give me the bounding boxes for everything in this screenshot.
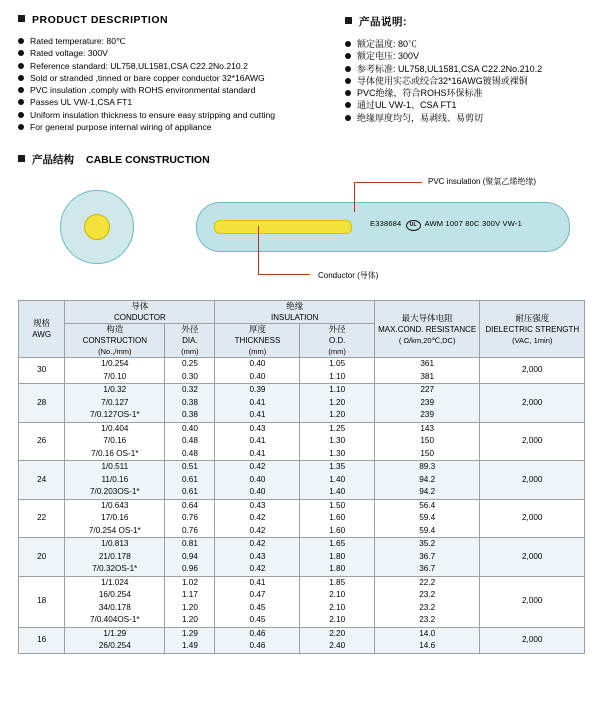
cell-construction: 1/1.024 16/0.254 34/0.178 7/0.404OS-1* [65,576,165,627]
dot-bullet-icon [18,87,24,93]
cell-dia: 0.81 0.94 0.96 [165,538,215,577]
cell-construction: 1/0.32 7/0.127 7/0.127OS-1* [65,384,165,423]
list-item: 参考标准: UL758,UL1581,CSA C22.2No.210.2 [345,63,595,75]
table-header-row-group [19,301,585,324]
list-item: 额定电压: 300V [345,50,595,62]
square-bullet-icon [345,17,352,24]
header-conductor-group: 导体 CONDUCTOR [65,301,215,324]
cell-resistance: 22.2 23.2 23.2 23.2 [374,576,480,627]
cell-awg: 30 [19,358,65,384]
list-item: 额定温度: 80℃ [345,38,595,50]
leader-line-conductor-vertical [258,226,259,274]
dot-bullet-icon [345,66,351,72]
square-bullet-icon [18,15,25,22]
cell-dia: 0.40 0.48 0.48 [165,422,215,461]
product-description-cn-title [345,14,595,29]
cell-dielectric: 2,000 [480,422,585,461]
leader-line-conductor-horizontal [258,274,310,275]
leader-line-insulation-vertical [354,182,355,212]
dot-bullet-icon [345,115,351,121]
header-resistance: 最大导体电阻 MAX.COND. RESISTANCE ( Ω/km,20℃,DC) [374,301,480,358]
cell-thickness: 0.41 0.47 0.45 0.45 [215,576,300,627]
header-size: 规格 AWG [19,301,65,358]
product-description-cn-block [345,14,595,124]
square-bullet-icon [18,155,25,162]
cable-exposed-conductor [214,220,352,234]
cell-resistance: 56.4 59.4 59.4 [374,499,480,538]
cell-dielectric: 2,000 [480,384,585,423]
cell-od: 1.85 2.10 2.10 2.10 [300,576,374,627]
list-item: 导体使用实芯或绞合32*16AWG镀锡或裸铜 [345,75,595,87]
cable-print-text [370,219,522,231]
dot-bullet-icon [345,41,351,47]
cable-print-rating: AWM 1007 80C 300V VW-1 [424,219,522,228]
specification-table [18,300,585,654]
product-description-block [18,14,318,133]
cell-thickness: 0.43 0.41 0.41 [215,422,300,461]
dot-bullet-icon [345,53,351,59]
cable-construction-title [18,152,210,167]
table-row [19,422,585,461]
list-item: Passes UL VW-1,CSA FT1 [18,96,318,108]
product-description-cn-list [345,38,595,124]
cell-thickness: 0.39 0.41 0.41 [215,384,300,423]
list-item: Rated temperature: 80℃ [18,35,318,47]
dot-bullet-icon [18,124,24,130]
list-item: Reference standard: UL758,UL1581,CSA C22.2No.210.2 [18,60,318,72]
cell-od: 1.50 1.60 1.60 [300,499,374,538]
cell-resistance: 14.0 14.6 [374,627,480,653]
list-item: 绝缘厚度均匀，易剥线、易剪切 [345,112,595,124]
dot-bullet-icon [345,102,351,108]
cell-dielectric: 2,000 [480,499,585,538]
list-item: Sold or stranded ,tinned or bare copper conductor 32*16AWG [18,72,318,84]
cell-resistance: 361 381 [374,358,480,384]
cell-dia: 0.32 0.38 0.38 [165,384,215,423]
header-construction: 构造 CONSTRUCTION (No.,/mm) [65,324,165,358]
cell-awg: 26 [19,422,65,461]
label-pvc-insulation: PVC insulation (聚氯乙烯绝缘) [428,177,537,186]
table-row [19,499,585,538]
cell-dia: 1.02 1.17 1.20 1.20 [165,576,215,627]
cell-awg: 16 [19,627,65,653]
list-item: For general purpose internal wiring of appliance [18,121,318,133]
dot-bullet-icon [18,99,24,105]
cell-resistance: 143 150 150 [374,422,480,461]
list-item: Uniform insulation thickness to ensure easy stripping and cutting [18,109,318,121]
cell-dielectric: 2,000 [480,538,585,577]
product-description-cn-title-text: 产品说明: [359,16,407,28]
list-item: Rated voltage: 300V [18,47,318,59]
cell-awg: 18 [19,576,65,627]
table-row [19,358,585,384]
header-od: 外径 O.D. (mm) [300,324,374,358]
table-row [19,576,585,627]
dot-bullet-icon [18,50,24,56]
cell-construction: 1/0.511 11/0.16 7/0.203OS-1* [65,461,165,500]
cell-resistance: 227 239 239 [374,384,480,423]
header-thickness: 厚度 THICKNESS (mm) [215,324,300,358]
cell-thickness: 0.42 0.40 0.40 [215,461,300,500]
cell-dia: 0.51 0.61 0.61 [165,461,215,500]
dot-bullet-icon [345,90,351,96]
table-row [19,538,585,577]
header-dia: 外径 DIA. (mm) [165,324,215,358]
product-description-title [18,14,318,26]
cable-print-file-number: E338684 [370,219,402,228]
cell-dia: 0.64 0.76 0.76 [165,499,215,538]
cross-section-conductor [84,214,110,240]
cell-awg: 22 [19,499,65,538]
cell-od: 2.20 2.40 [300,627,374,653]
cell-od: 1.25 1.30 1.30 [300,422,374,461]
dot-bullet-icon [18,38,24,44]
table-row [19,461,585,500]
cell-resistance: 35.2 36.7 36.7 [374,538,480,577]
cell-thickness: 0.46 0.46 [215,627,300,653]
cell-construction: 1/0.254 7/0.10 [65,358,165,384]
cell-dia: 0.25 0.30 [165,358,215,384]
cell-dielectric: 2,000 [480,627,585,653]
table-body [19,358,585,654]
ul-logo-icon: UL [406,220,421,231]
cell-construction: 1/0.404 7/0.16 7/0.16 OS-1* [65,422,165,461]
list-item: PVC绝缘，符合ROHS环保标准 [345,87,595,99]
table-header [19,301,585,358]
cell-awg: 24 [19,461,65,500]
cell-thickness: 0.40 0.40 [215,358,300,384]
cell-od: 1.35 1.40 1.40 [300,461,374,500]
cell-od: 1.65 1.80 1.80 [300,538,374,577]
product-description-title-text: PRODUCT DESCRIPTION [32,14,169,26]
cell-construction: 1/1.29 26/0.254 [65,627,165,653]
cell-thickness: 0.43 0.42 0.42 [215,499,300,538]
table-row [19,627,585,653]
header-dielectric: 耐压强度 DIELECTRIC STRENGTH (VAC, 1min) [480,301,585,358]
cable-construction-title-en: CABLE CONSTRUCTION [86,154,210,166]
dot-bullet-icon [18,112,24,118]
dot-bullet-icon [345,78,351,84]
cell-awg: 20 [19,538,65,577]
cell-od: 1.10 1.20 1.20 [300,384,374,423]
list-item: PVC insulation ,comply with ROHS environmental standard [18,84,318,96]
dot-bullet-icon [18,75,24,81]
cell-construction: 1/0.813 21/0.178 7/0.32OS-1* [65,538,165,577]
leader-line-insulation-horizontal [354,182,422,183]
product-description-list [18,35,318,133]
cell-thickness: 0.42 0.43 0.42 [215,538,300,577]
cell-dia: 1.29 1.49 [165,627,215,653]
list-item: 通过UL VW-1、CSA FT1 [345,99,595,111]
cell-resistance: 89.3 94.2 94.2 [374,461,480,500]
cell-construction: 1/0.643 17/0.16 7/0.254 OS-1* [65,499,165,538]
cell-awg: 28 [19,384,65,423]
cell-dielectric: 2,000 [480,461,585,500]
dot-bullet-icon [18,63,24,69]
cell-dielectric: 2,000 [480,358,585,384]
cell-od: 1.05 1.10 [300,358,374,384]
header-insulation-group: 绝缘 INSULATION [215,301,374,324]
cell-dielectric: 2,000 [480,576,585,627]
cable-construction-title-cn: 产品结构 [32,154,74,166]
cable-diagram [18,176,585,286]
table-row [19,384,585,423]
label-conductor: Conductor (导体) [318,271,379,280]
